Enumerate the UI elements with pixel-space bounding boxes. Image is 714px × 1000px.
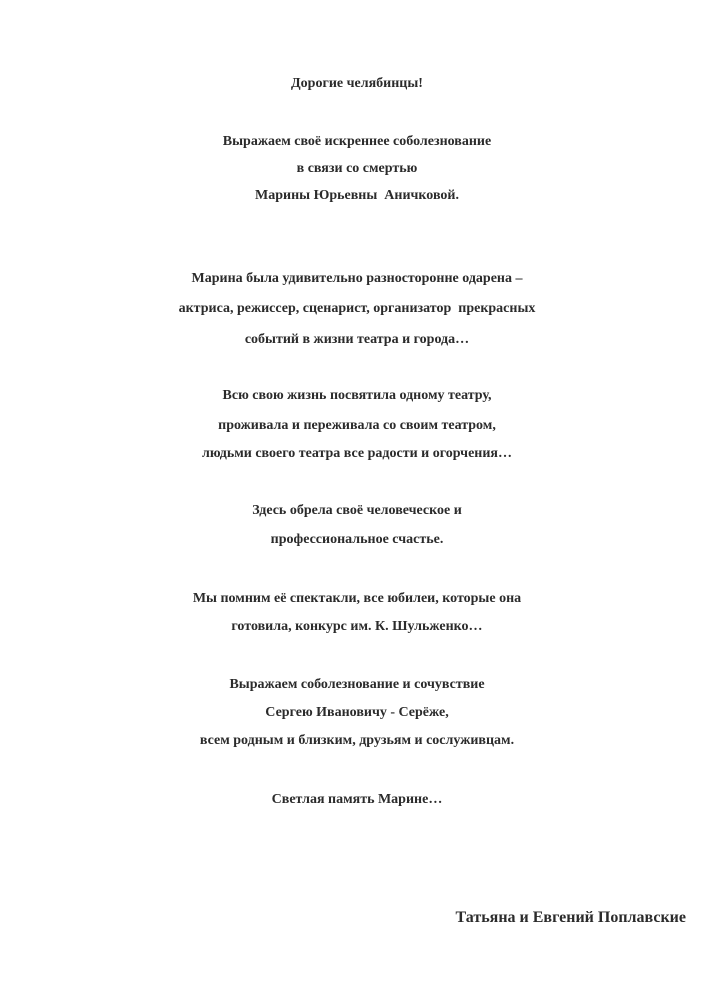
condolence-intro-line-1: Выражаем своё искреннее соболезнование <box>222 134 492 149</box>
talent-paragraph-line-2: актриса, режиссер, сценарист, организатор прекрасных <box>178 301 536 316</box>
life-paragraph-line-1: Всю свою жизнь посвятила одному театру, <box>222 388 492 403</box>
life-paragraph-line-3: людьми своего театра все радости и огорчения… <box>202 446 512 461</box>
memory-paragraph-line-2: готовила, конкурс им. К. Шульженко… <box>231 619 483 634</box>
condolence-intro-line-2: в связи со смертью <box>296 161 418 176</box>
talent-paragraph-line-1: Марина была удивительно разносторонне одарена – <box>191 271 523 286</box>
sympathy-paragraph-line-2: Сергею Ивановичу - Серёже, <box>265 705 449 720</box>
closing-line: Светлая память Марине… <box>271 792 443 807</box>
greeting-heading: Дорогие челябинцы! <box>291 76 423 91</box>
happiness-paragraph-line-1: Здесь обрела своё человеческое и <box>252 503 462 518</box>
condolence-intro-line-3: Марины Юрьевны Аничковой. <box>255 188 459 203</box>
memory-paragraph-line-1: Мы помним её спектакли, все юбилеи, которые она <box>192 591 522 606</box>
signature: Татьяна и Евгений Поплавские <box>455 909 686 926</box>
life-paragraph-line-2: проживала и переживала со своим театром, <box>218 418 496 433</box>
sympathy-paragraph-line-3: всем родным и близким, друзьям и сослуживцам. <box>199 733 515 748</box>
talent-paragraph-line-3: событий в жизни театра и города… <box>244 332 470 347</box>
happiness-paragraph-line-2: профессиональное счастье. <box>270 532 444 547</box>
sympathy-paragraph-line-1: Выражаем соболезнование и сочувствие <box>229 677 485 692</box>
